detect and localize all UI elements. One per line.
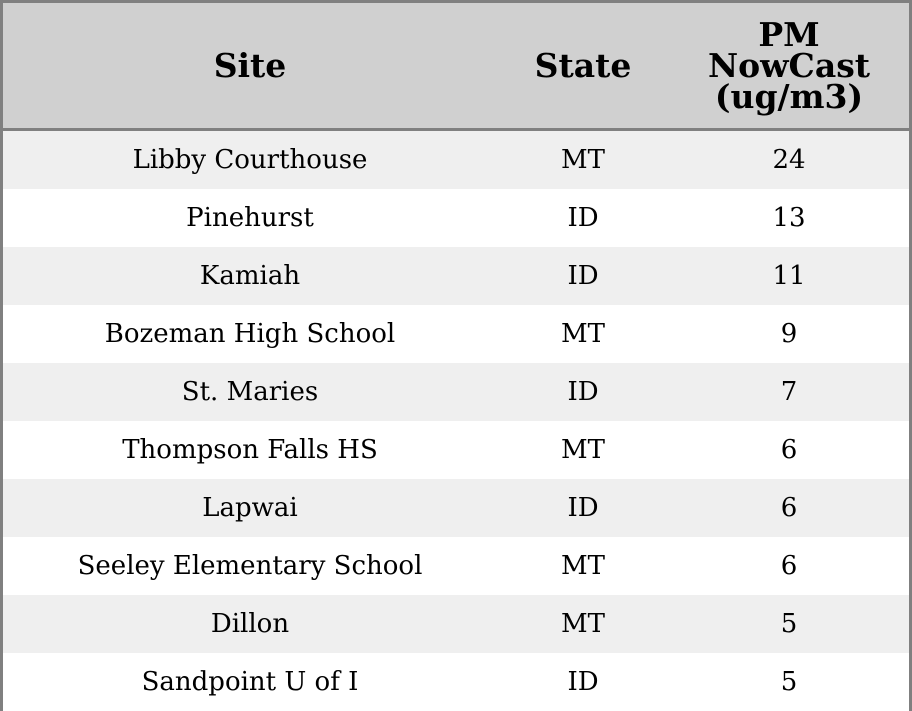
cell-site: St. Maries <box>3 363 497 421</box>
table-row <box>3 479 909 537</box>
cell-site: Seeley Elementary School <box>3 537 497 595</box>
cell-state: ID <box>497 363 669 421</box>
header-pm-line-3: (ug/m3) <box>714 77 864 116</box>
table-row <box>3 595 909 653</box>
header-state: State <box>497 3 669 130</box>
cell-state: MT <box>497 130 669 190</box>
cell-pm-value: 11 <box>669 247 909 305</box>
cell-pm-value: 7 <box>669 363 909 421</box>
table-row <box>3 363 909 421</box>
cell-site: Kamiah <box>3 247 497 305</box>
table-row <box>3 305 909 363</box>
cell-pm-value: 6 <box>669 421 909 479</box>
table-row <box>3 421 909 479</box>
cell-site: Libby Courthouse <box>3 130 497 190</box>
header-pm-nowcast <box>669 3 909 130</box>
cell-site: Lapwai <box>3 479 497 537</box>
cell-site: Pinehurst <box>3 189 497 247</box>
cell-site: Sandpoint U of I <box>3 653 497 711</box>
cell-pm-value: 24 <box>669 130 909 190</box>
cell-site: Dillon <box>3 595 497 653</box>
cell-pm-value: 6 <box>669 537 909 595</box>
header-pm-line-2: NowCast <box>707 46 871 85</box>
cell-state: ID <box>497 247 669 305</box>
cell-state: ID <box>497 479 669 537</box>
table-row <box>3 247 909 305</box>
cell-pm-value: 6 <box>669 479 909 537</box>
table-row <box>3 653 909 711</box>
cell-pm-value: 5 <box>669 653 909 711</box>
header-site: Site <box>3 3 497 130</box>
cell-state: MT <box>497 421 669 479</box>
header-row <box>3 3 909 130</box>
cell-site: Thompson Falls HS <box>3 421 497 479</box>
cell-pm-value: 9 <box>669 305 909 363</box>
table-header <box>3 3 909 130</box>
cell-state: MT <box>497 537 669 595</box>
table-row <box>3 189 909 247</box>
cell-pm-value: 13 <box>669 189 909 247</box>
header-pm-line-1: PM <box>758 15 820 54</box>
table-body <box>3 130 909 711</box>
cell-state: MT <box>497 595 669 653</box>
table-row <box>3 537 909 595</box>
cell-site: Bozeman High School <box>3 305 497 363</box>
cell-state: ID <box>497 653 669 711</box>
table-row <box>3 130 909 190</box>
cell-state: ID <box>497 189 669 247</box>
cell-pm-value: 5 <box>669 595 909 653</box>
data-table <box>3 3 909 711</box>
cell-state: MT <box>497 305 669 363</box>
